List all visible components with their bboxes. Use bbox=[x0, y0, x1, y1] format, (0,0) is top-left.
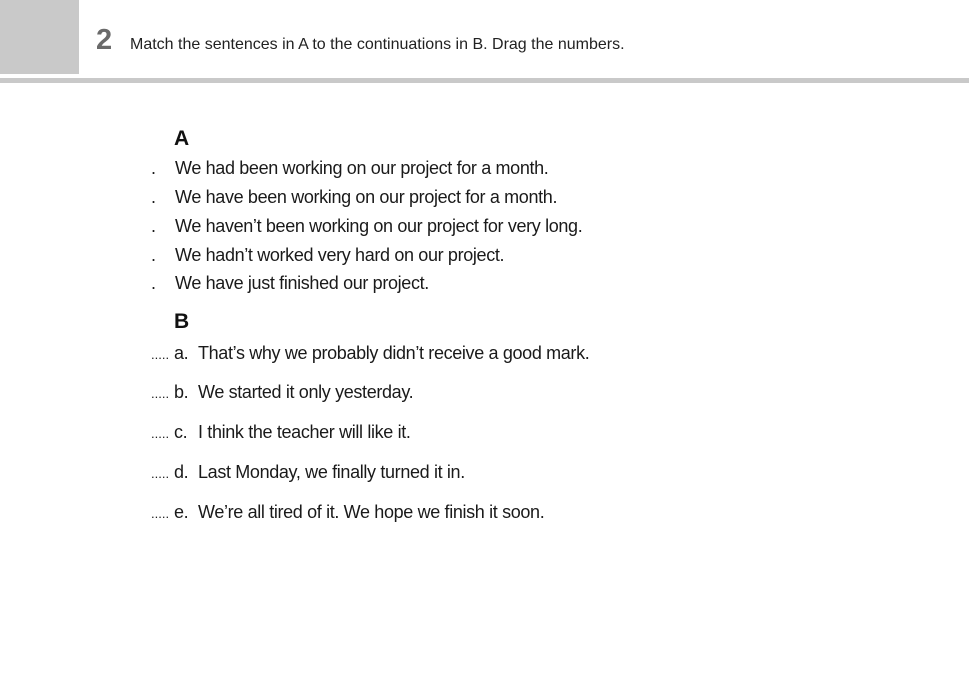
item-letter: a. bbox=[174, 343, 189, 363]
item-letter: d. bbox=[174, 462, 189, 482]
number-drop-slot[interactable]: ..... bbox=[151, 506, 170, 521]
continuation-text: That’s why we probably didn’t receive a good mark. bbox=[198, 343, 590, 363]
section-a-heading: A bbox=[174, 127, 190, 150]
item-letter: e. bbox=[174, 502, 189, 522]
section-a-item-5 bbox=[151, 272, 429, 294]
number-drop-slot[interactable]: ..... bbox=[151, 426, 170, 441]
answer-drop-slot[interactable]: . bbox=[151, 187, 156, 207]
answer-drop-slot[interactable]: . bbox=[151, 158, 156, 178]
section-b-item-c bbox=[151, 421, 411, 443]
section-a-item-4 bbox=[151, 244, 504, 266]
sentence-text: We hadn’t worked very hard on our project. bbox=[175, 245, 505, 265]
item-letter: b. bbox=[174, 382, 189, 402]
section-b-heading: B bbox=[174, 310, 190, 333]
answer-drop-slot[interactable]: . bbox=[151, 216, 156, 236]
number-drop-slot[interactable]: ..... bbox=[151, 347, 170, 362]
section-b-item-b bbox=[151, 381, 413, 403]
sentence-text: We had been working on our project for a month. bbox=[175, 158, 549, 178]
continuation-text: Last Monday, we finally turned it in. bbox=[198, 462, 465, 482]
sentence-text: We have just finished our project. bbox=[175, 273, 429, 293]
section-a-item-1 bbox=[151, 157, 548, 179]
answer-drop-slot[interactable]: . bbox=[151, 273, 156, 293]
section-b-item-a bbox=[151, 342, 589, 364]
continuation-text: We started it only yesterday. bbox=[198, 382, 414, 402]
sentence-text: We haven’t been working on our project for very long. bbox=[175, 216, 583, 236]
section-a-item-3 bbox=[151, 215, 582, 237]
item-letter: c. bbox=[174, 422, 188, 442]
number-drop-slot[interactable]: ..... bbox=[151, 386, 170, 401]
number-drop-slot[interactable]: ..... bbox=[151, 466, 170, 481]
answer-drop-slot[interactable]: . bbox=[151, 245, 156, 265]
section-a-item-2 bbox=[151, 186, 557, 208]
section-b-item-d bbox=[151, 461, 465, 483]
sentence-text: We have been working on our project for a month. bbox=[175, 187, 558, 207]
continuation-text: We’re all tired of it. We hope we finish it soon. bbox=[198, 502, 545, 522]
continuation-text: I think the teacher will like it. bbox=[198, 422, 411, 442]
exercise-instruction: Match the sentences in A to the continuations in B. Drag the numbers. bbox=[130, 36, 625, 53]
exercise-number: 2 bbox=[96, 24, 113, 56]
section-b-item-e bbox=[151, 501, 544, 523]
